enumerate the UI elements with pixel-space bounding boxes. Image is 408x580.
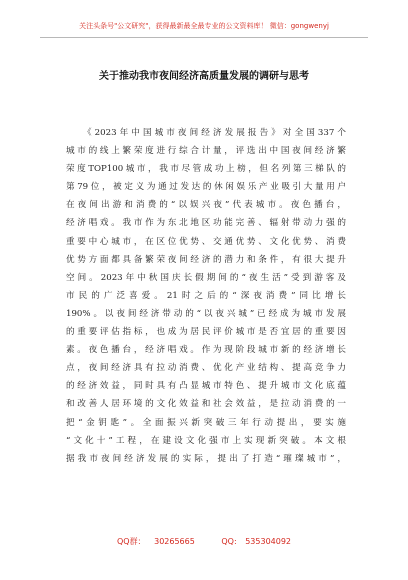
- body-line: 把“金钥匙”。全面振兴新突破三年行动提出，要实施: [66, 417, 346, 428]
- body-line: 重要中心城市，在区位优势、交通优势、文化优势、消费: [66, 236, 346, 247]
- body-line: 优势方面都具备繁荣夜间经济的潜力和条件，有很大提升: [66, 254, 346, 265]
- body-line: 市民的广泛喜爱。21时之后的“深夜消费”同比增长: [66, 290, 346, 301]
- header-promo-banner[interactable]: 关注头条号"公文研究"，获得最新最全最专业的公文资料库！ 微信：gongwenyj: [79, 22, 329, 30]
- body-line: 空间。2023年中秋国庆长假期间的“夜生活”受到游客及: [66, 272, 346, 283]
- body-line: 经济唱戏。我市作为东北地区功能完善、辐射带动力强的: [66, 218, 346, 229]
- document-title: 关于推动我市夜间经济高质量发展的调研与思考: [99, 71, 309, 82]
- body-line: 素。夜色播台，经济唱戏。作为现阶段城市新的经济增长: [66, 345, 346, 356]
- body-line: 和改善人居环境的文化效益和社会效益，是拉动消费的一: [66, 399, 346, 410]
- body-line: 第79位，被定义为通过发达的休闲娱乐产业吸引大量用户: [66, 182, 346, 193]
- body-line: 据我市夜间经济发展的实际，提出了打造“璀璨城市”，: [66, 453, 346, 464]
- body-line: 荣度TOP100城市，我市尽管成功上榜，但名列第三梯队的: [66, 164, 346, 175]
- body-line: 《2023年中国城市夜间经济发展报告》对全国337个: [83, 128, 346, 138]
- body-line: 190%。以夜间经济带动的“以夜兴城”已经成为城市发展: [66, 308, 346, 319]
- body-line: “文化十”工程，在建设文化强市上实现新突破。本文根: [66, 435, 346, 446]
- body-line: 的重要评估指标，也成为居民评价城市是否宜居的重要因: [66, 327, 346, 338]
- footer-qq-number[interactable]: QQ: 535304092: [221, 537, 292, 546]
- footer-qq-group[interactable]: QQ群： 30265665: [116, 537, 195, 546]
- document-body: [66, 124, 346, 468]
- body-line: 城市的线上繁荣度进行综合计量，评选出中国夜间经济繁: [66, 146, 346, 157]
- body-line: 的经济效益，同时具有凸显城市特色、提升城市文化底蕴: [66, 381, 346, 392]
- body-line: 在夜间出游和消费的“以娱兴夜”代表城市。夜色播台，: [66, 200, 346, 211]
- body-line: 点，夜间经济具有拉动消费、优化产业结构、提高竞争力: [66, 363, 346, 374]
- footer-contact: [0, 536, 408, 547]
- header-divider: [40, 37, 368, 38]
